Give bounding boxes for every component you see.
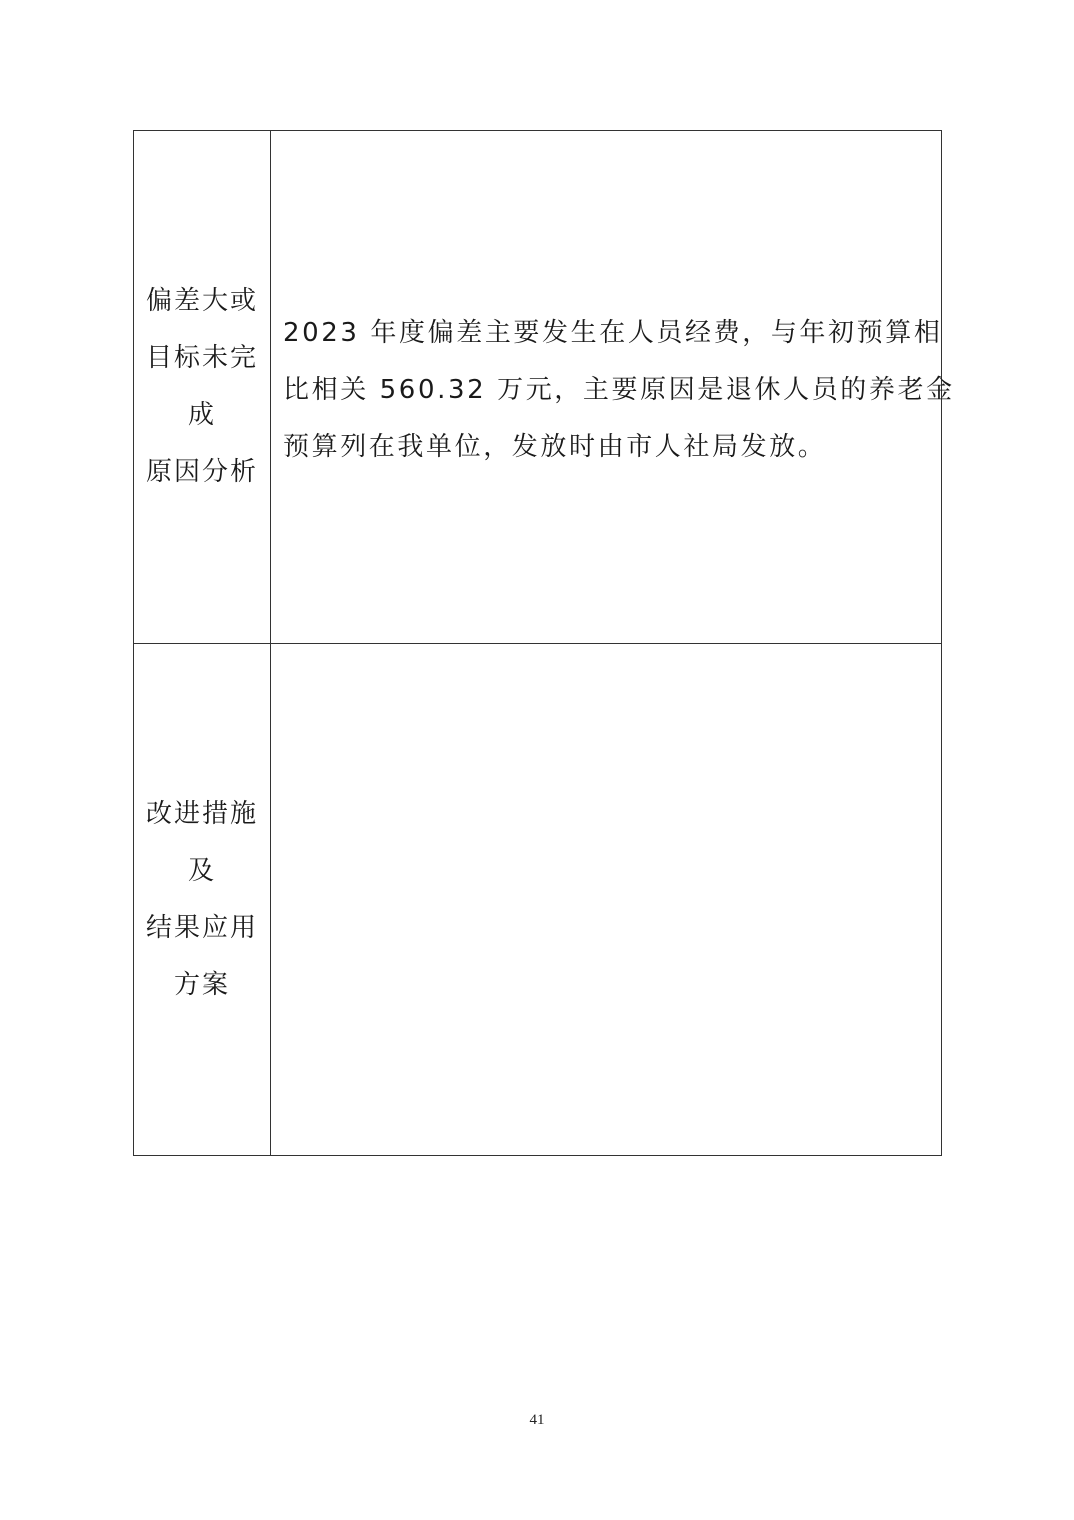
row-label-line: 改进措施 [145,798,258,829]
row-label-line: 结果应用 [145,912,258,943]
row-content-cell-empty [271,644,941,1155]
row-label-line: 及 [187,855,216,886]
content-line: 比相关 560.32 万元，主要原因是退休人员的养老金 [283,375,955,405]
row-label-line: 原因分析 [145,457,258,487]
page-number: 41 [529,1412,545,1428]
row-label-line: 成 [187,400,216,430]
row-content-cell [271,131,955,643]
table-row-deviation-analysis [134,131,955,644]
row-label-line: 方案 [173,969,230,1000]
deviation-analysis-text [283,305,955,476]
evaluation-table [133,130,955,1156]
table-row-improvement-measures [134,644,941,1155]
row-label-line: 偏差大或 [145,286,258,316]
row-label-cell [134,131,271,643]
row-label-cell [134,644,271,1155]
content-line: 预算列在我单位，发放时由市人社局发放。 [283,432,827,462]
content-line: 2023 年度偏差主要发生在人员经费，与年初预算相 [283,318,943,348]
row-label-line: 目标未完 [145,343,258,373]
